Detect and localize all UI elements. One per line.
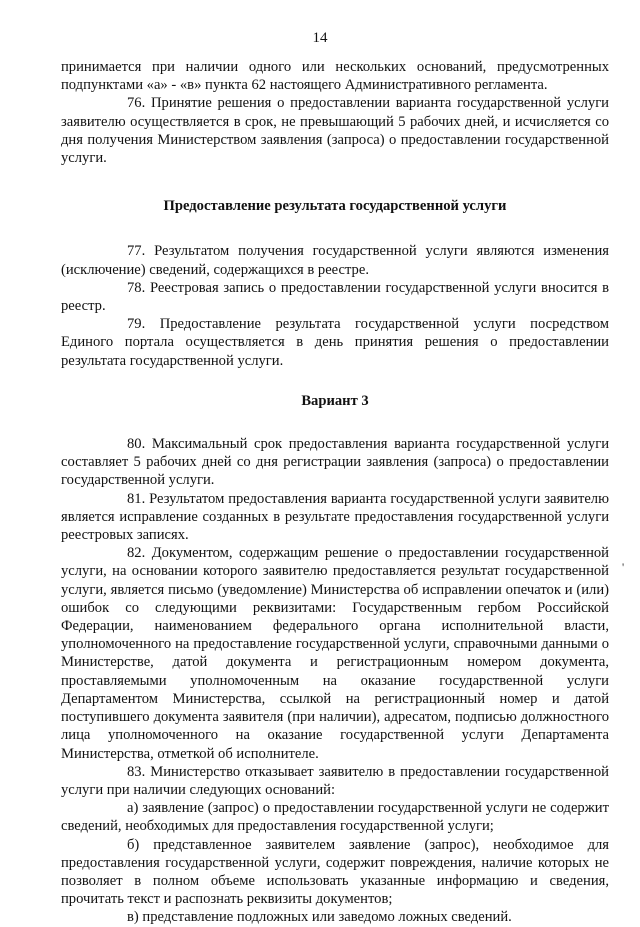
- paragraph-83b: б) представленное заявителем заявление (запрос), необходимое для предоставления государственной услуги, содержит повреждения, наличие которых не позволяет в полном объеме использовать указанные информацию и сведения, прочитать текст и распознать реквизиты документов;: [61, 836, 609, 908]
- paragraph-76: 76. Принятие решения о предоставлении варианта государственной услуги заявителю осуществляется в срок, не превышающий 5 рабочих дней, и исчисляется со дня получения Министерством заявления (запроса) о предоставлении государственной услуги.: [61, 95, 609, 167]
- section-heading-result: Предоставление результата государственной услуги: [163, 198, 507, 215]
- page-number: 14: [312, 30, 328, 46]
- paragraph-83c: в) представление подложных или заведомо ложных сведений.: [127, 909, 512, 926]
- margin-mark: ': [622, 560, 625, 574]
- document-body: [61, 58, 609, 927]
- paragraph-83: 83. Министерство отказывает заявителю в предоставлении государственной услуги при наличии следующих оснований:: [61, 763, 609, 798]
- section-heading-variant: Вариант 3: [301, 392, 369, 409]
- paragraph-83a: а) заявление (запрос) о предоставлении государственной услуги не содержит сведений, необходимых для предоставления государственной услуги;: [61, 800, 609, 835]
- paragraph-82: 82. Документом, содержащим решение о предоставлении государственной услуги, на основании которого заявителю предоставляется результат государственной услуги, является письмо (уведомление) Министерства об исправлении опечаток и (или) ошибок со следующими реквизитами: Государственным гербом Российской Федерации, наименованием федерального органа исполнительной власти, уполномоченного на предоставление государственной услуги, справочными данными о Министерстве, датой документа и регистрационным номером документа, проставляемыми уполномоченным на оказание государственной услуги Департаментом Министерства, ссылкой на регистрационный номер и датой поступившего документа заявителя (при наличии), адресатом, подписью должностного лица уполномоченного на оказание государственной услуги Департамента Министерства, отметкой об исполнителе.: [61, 545, 609, 762]
- paragraph-79: 79. Предоставление результата государственной услуги посредством Единого портала осуществляется в день принятия решения о предоставлении результата государственной услуги.: [61, 316, 609, 369]
- paragraph-80: 80. Максимальный срок предоставления варианта государственной услуги составляет 5 рабочих дней со дня регистрации заявления (запроса) о предоставлении государственной услуги.: [61, 436, 609, 489]
- paragraph-78: 78. Реестровая запись о предоставлении государственной услуги вносится в реестр.: [61, 279, 609, 315]
- paragraph-77: 77. Результатом получения государственной услуги являются изменения (исключение) сведений, содержащихся в реестре.: [61, 243, 609, 278]
- paragraph-81: 81. Результатом предоставления варианта государственной услуги заявителю является исправление созданных в результате предоставления государственной услуги реестровых записях.: [61, 490, 609, 544]
- paragraph-intro: принимается при наличии одного или нескольких оснований, предусмотренных подпунктами «а» - «в» пункта 62 настоящего Административного регламента.: [61, 59, 609, 94]
